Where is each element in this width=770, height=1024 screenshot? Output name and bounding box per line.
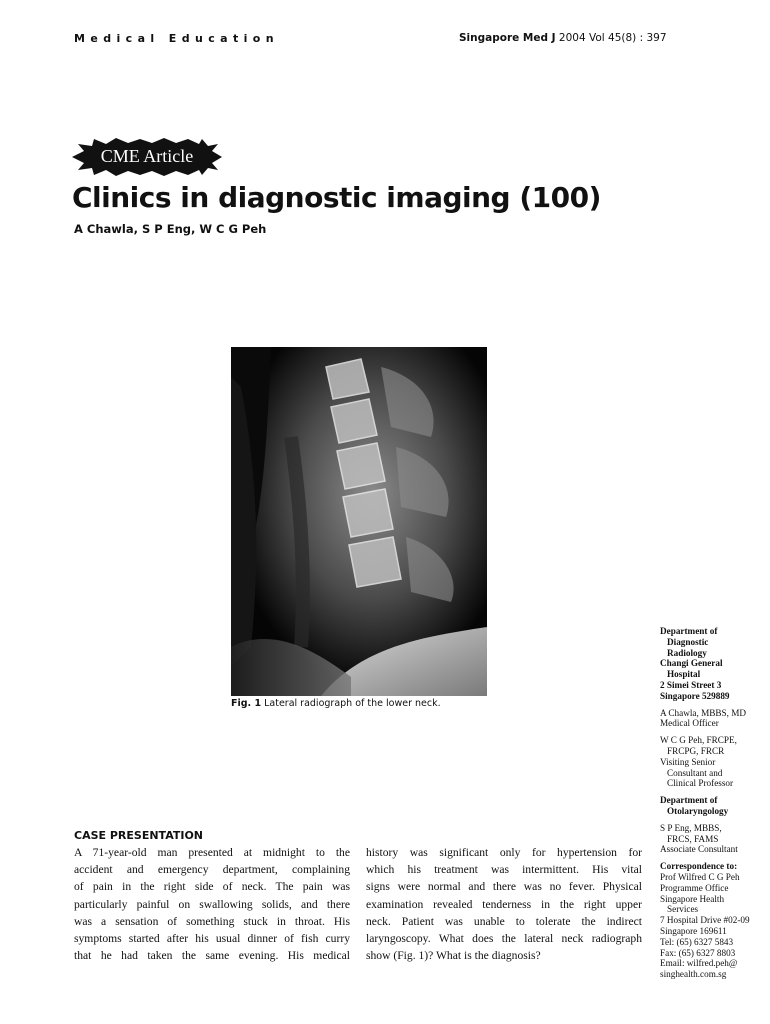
body-text-line: signs were normal and there was no fever. Physical — [366, 880, 642, 894]
affiliation-line: Diagnostic — [667, 636, 709, 647]
affiliation-line: Fax: (65) 6327 8803 — [660, 947, 736, 958]
journal-issue: 2004 Vol 45(8) : 397 — [558, 32, 667, 44]
journal-reference — [459, 32, 667, 44]
affiliation-line: S P Eng, MBBS, — [660, 822, 722, 833]
affiliation-line: singhealth.com.sg — [660, 969, 727, 980]
affiliation-line: Singapore 169611 — [660, 925, 727, 936]
body-text-line: laryngoscopy. What does the lateral neck radiograph — [366, 932, 642, 946]
body-text-line: which his treatment was intermittent. His vital — [366, 863, 642, 877]
affiliation-line: Associate Consultant — [660, 844, 738, 855]
body-text-line: A 71-year-old man presented at midnight to the — [74, 846, 350, 859]
body-text-line: neck. Patient was unable to tolerate the indirect — [366, 914, 642, 928]
affiliation-line: Email: wilfred.peh@ — [660, 958, 738, 969]
affiliation-line: Changi General — [660, 658, 723, 669]
case-presentation-heading: CASE PRESENTATION — [74, 829, 204, 842]
affiliation-line: FRCS, FAMS — [667, 833, 719, 844]
body-text-line: that he had taken the same evening. His medical — [74, 949, 350, 963]
affiliation-line: Otolaryngology — [667, 805, 729, 816]
affiliation-line: Prof Wilfred C G Peh — [660, 871, 740, 882]
affiliation-block — [660, 626, 770, 702]
body-column-right — [366, 844, 642, 964]
affiliation-line: FRCPG, FRCR — [667, 745, 725, 756]
body-text-line: show (Fig. 1)? What is the diagnosis? — [366, 949, 541, 963]
authors: A Chawla, S P Eng, W C G Peh — [74, 222, 267, 236]
affiliation-line: Visiting Senior — [660, 756, 716, 767]
affiliation-block — [660, 795, 770, 817]
affiliation-line: Medical Officer — [660, 718, 719, 729]
figure-caption — [231, 698, 441, 709]
section-label: Medical Education — [74, 32, 279, 45]
affiliation-line: Singapore Health — [660, 893, 725, 904]
body-text-line: of pain in the right side of neck. The pain was — [74, 880, 350, 894]
affiliation-line: 7 Hospital Drive #02-09 — [660, 915, 750, 926]
article-title: Clinics in diagnostic imaging (100) — [72, 181, 601, 214]
radiograph-image — [231, 347, 487, 696]
body-text-line: accident and emergency department, complaining — [74, 863, 350, 877]
lateral-neck-radiograph — [231, 347, 487, 696]
body-column-left — [74, 844, 350, 964]
figure-caption-text: Lateral radiograph of the lower neck. — [264, 698, 441, 709]
cme-badge — [72, 138, 222, 176]
affiliation-line: Department of — [660, 626, 718, 636]
body-text-line: symptoms started after his usual dinner of fish curry — [74, 932, 350, 946]
affiliation-block — [660, 735, 770, 789]
affiliation-block — [660, 708, 770, 730]
affiliation-line: Services — [667, 904, 699, 915]
affiliation-line: Clinical Professor — [667, 778, 734, 789]
body-text-line: examination revealed tenderness in the right upper — [366, 897, 642, 911]
affiliation-line: Programme Office — [660, 882, 729, 893]
affiliation-line: Consultant and — [667, 767, 723, 778]
body-text-line: history was significant only for hypertension for — [366, 846, 642, 859]
affiliation-line: Department of — [660, 795, 718, 806]
affiliation-line: W C G Peh, FRCPE, — [660, 735, 737, 746]
body-text-line: particularly painful on swallowing solids, and there — [74, 897, 350, 911]
badge-label: CME Article — [100, 146, 194, 166]
figure-label: Fig. 1 — [231, 698, 262, 709]
affiliations-sidebar — [660, 626, 770, 986]
affiliation-line: A Chawla, MBBS, MD — [660, 707, 747, 718]
affiliation-line: Singapore 529889 — [660, 690, 730, 701]
affiliation-line: Hospital — [667, 669, 701, 680]
body-text-line: was a sensation of something stuck in throat. His — [74, 914, 350, 928]
affiliation-line: Correspondence to: — [660, 861, 738, 872]
affiliation-block — [660, 861, 770, 980]
journal-name: Singapore Med J — [459, 32, 556, 44]
affiliation-line: 2 Simei Street 3 — [660, 679, 722, 690]
affiliation-line: Radiology — [667, 647, 707, 658]
affiliation-block — [660, 823, 770, 855]
affiliation-line: Tel: (65) 6327 5843 — [660, 936, 734, 947]
